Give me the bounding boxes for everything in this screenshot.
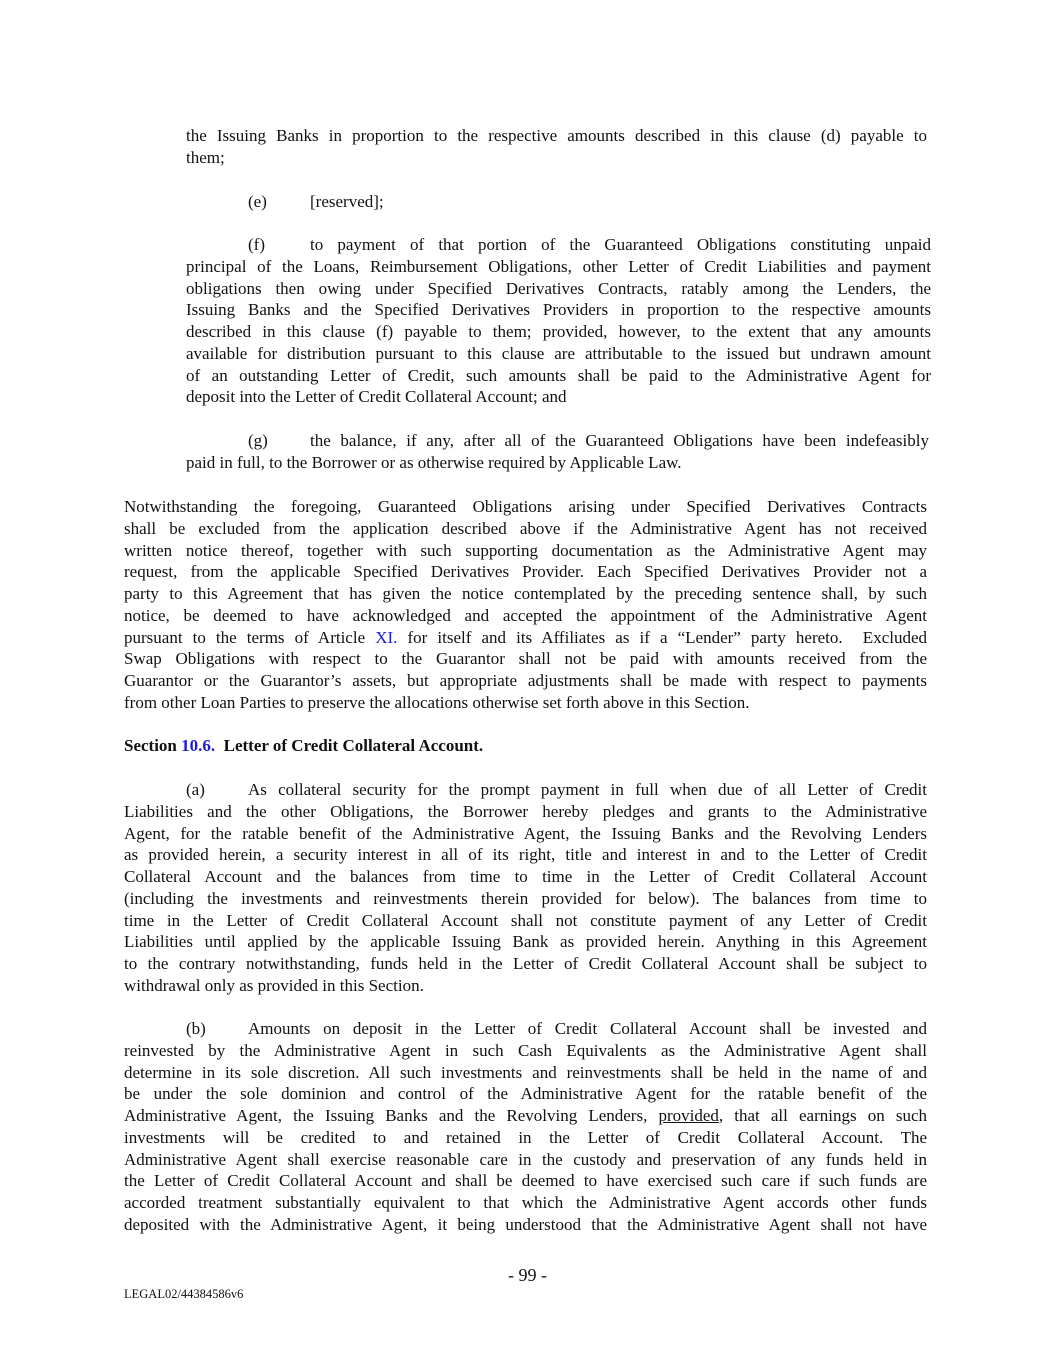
line-text: shall be excluded from the application described above if the Administrative Agent has not received [124, 518, 927, 538]
text-line [186, 234, 931, 256]
paragraph-notwithstanding [124, 496, 927, 714]
line-text: deposited with the Administrative Agent, it being understood that the Administrative Agent shall not have [124, 1214, 927, 1234]
text-line [124, 975, 927, 997]
text-line [124, 1062, 927, 1084]
line-text: party to this Agreement that has given the notice contemplated by the preceding sentence shall, by such [124, 584, 927, 603]
text-segment: for itself and its Affiliates as if a “Lender” party hereto. Excluded [397, 627, 928, 647]
line-text: the Issuing Banks in proportion to the respective amounts described in this clause (d) payable to [186, 126, 927, 145]
text-line [124, 1018, 927, 1040]
text-line [124, 823, 927, 845]
text-line [124, 648, 927, 670]
line-text: Collateral Account and the balances from time to time in the Letter of Credit Collateral Account [124, 867, 927, 886]
text-line [124, 844, 927, 866]
line-text: Notwithstanding the foregoing, Guaranteed Obligations arising under Specified Derivatives Contracts [124, 497, 927, 516]
cross-reference-link[interactable]: XI. [375, 627, 398, 647]
line-text: investments will be credited to and retained in the Letter of Credit Collateral Account. The [124, 1127, 927, 1147]
text-line [124, 1214, 927, 1236]
text-line [186, 299, 931, 321]
text-line [124, 1170, 927, 1192]
clause-label: (g) [248, 431, 268, 450]
line-text: as provided herein, a security interest in all of its right, title and interest in and to the Letter of Credit [124, 845, 927, 865]
line-text: available for distribution pursuant to this clause are attributable to the issued but undrawn amount [186, 343, 931, 363]
underlined-term: provided [658, 1106, 719, 1125]
section-title: Letter of Credit Collateral Account. [215, 736, 484, 755]
text-line [124, 931, 927, 953]
document-id-footer: LEGAL02/44384586v6 [124, 1287, 244, 1301]
text-line [124, 910, 927, 932]
text-line [124, 670, 927, 692]
clause-label: (f) [248, 235, 265, 254]
text-line [186, 256, 931, 278]
line-text: withdrawal only as provided in this Section. [124, 975, 424, 995]
text-line [124, 561, 927, 583]
section-number-link[interactable]: 10.6. [181, 736, 216, 755]
line-text: (including the investments and reinvestments therein provided for below). The balances from time to [124, 888, 927, 908]
text-segment: Administrative Agent, the Issuing Banks and the Revolving Lenders, [124, 1106, 659, 1125]
text-line [124, 605, 927, 627]
line-text: Liabilities and the other Obligations, the Borrower hereby pledges and grants to the Administrative [124, 801, 927, 821]
paragraph-clause-g [186, 430, 929, 474]
text-line [186, 191, 927, 213]
text-line [124, 1040, 927, 1062]
text-line [124, 1149, 927, 1171]
paragraph-section-10-6-a [124, 779, 927, 997]
line-text: to payment of that portion of the Guaranteed Obligations constituting unpaid [310, 235, 931, 254]
text-line [186, 125, 927, 147]
text-line [124, 953, 927, 975]
text-line [124, 1083, 927, 1105]
line-text: Liabilities until applied by the applicable Issuing Bank as provided herein. Anything in this Agreement [124, 932, 927, 952]
text-line [124, 1127, 927, 1149]
text-line [124, 779, 927, 801]
text-line [124, 1192, 927, 1214]
line-text: be under the sole dominion and control of the Administrative Agent for the ratable benefit of the [124, 1084, 927, 1104]
line-text: of an outstanding Letter of Credit, such amounts shall be paid to the Administrative Agent for [186, 365, 931, 385]
text-line [124, 518, 927, 540]
line-text: written notice thereof, together with such supporting documentation as the Administrative Agent may [124, 540, 927, 560]
text-line [186, 343, 931, 365]
line-text: paid in full, to the Borrower or as otherwise required by Applicable Law. [186, 452, 682, 472]
line-text: principal of the Loans, Reimbursement Obligations, other Letter of Credit Liabilities and payment [186, 256, 931, 276]
text-line [124, 1105, 927, 1127]
line-text: Administrative Agent shall exercise reasonable care in the custody and preservation of any funds held in [124, 1149, 927, 1169]
text-line [186, 278, 931, 300]
line-text: described in this clause (f) payable to them; provided, however, to the extent that any amounts [186, 322, 931, 341]
line-text: obligations then owing under Specified Derivatives Contracts, ratably among the Lenders, the [186, 278, 931, 298]
text-line [124, 866, 927, 888]
text-segment: , that all earnings on such [718, 1106, 927, 1125]
text-line [124, 692, 927, 714]
line-text: to the contrary notwithstanding, funds held in the Letter of Credit Collateral Account shall be subject to [124, 954, 927, 973]
text-line [124, 583, 927, 605]
line-text: As collateral security for the prompt payment in full when due of all Letter of Credit [248, 780, 927, 799]
line-text: Swap Obligations with respect to the Guarantor shall not be paid with amounts received from the [124, 649, 927, 669]
clause-label: (a) [186, 780, 205, 799]
line-text: accorded treatment substantially equivalent to that which the Administrative Agent accords other funds [124, 1193, 927, 1212]
text-line [186, 452, 929, 474]
line-text: request, from the applicable Specified Derivatives Provider. Each Specified Derivatives Provider not a [124, 562, 927, 582]
line-text: notice, be deemed to have acknowledged and accepted the appointment of the Administrative Agent [124, 605, 927, 625]
text-line [124, 496, 927, 518]
text-segment: pursuant to the terms of Article [124, 627, 376, 647]
line-text: [reserved]; [310, 192, 384, 211]
text-line [186, 386, 931, 408]
line-text: Guarantor or the Guarantor’s assets, but appropriate adjustments shall be made with respect to payments [124, 671, 927, 690]
paragraph-clause-d-cont [186, 125, 927, 169]
heading-prefix: Section [124, 736, 182, 755]
text-line [186, 147, 927, 169]
text-line [124, 627, 927, 649]
page-number: - 99 - [508, 1265, 547, 1285]
clause-label: (e) [248, 192, 267, 211]
text-line [124, 540, 927, 562]
line-text: Issuing Banks and the Specified Derivatives Providers in proportion to the respective amounts [186, 300, 931, 320]
line-text: the Letter of Credit Collateral Account and shall be deemed to have exercised such care if such funds are [124, 1171, 927, 1191]
clause-label: (b) [186, 1019, 206, 1038]
text-line [186, 365, 931, 387]
line-text: deposit into the Letter of Credit Collateral Account; and [186, 387, 567, 407]
text-line [186, 430, 929, 452]
line-text: Amounts on deposit in the Letter of Credit Collateral Account shall be invested and [248, 1019, 927, 1038]
line-text: determine in its sole discretion. All such investments and reinvestments shall be held in the name of and [124, 1062, 927, 1082]
line-text: time in the Letter of Credit Collateral Account shall not constitute payment of any Letter of Credit [124, 910, 927, 930]
paragraph-clause-f [186, 234, 931, 408]
text-line [186, 321, 931, 343]
line-text: from other Loan Parties to preserve the allocations otherwise set forth above in this Section. [124, 692, 750, 712]
section-heading [124, 735, 483, 757]
line-text: them; [186, 147, 225, 167]
line-text: Agent, for the ratable benefit of the Administrative Agent, the Issuing Banks and the Revolving Lenders [124, 823, 927, 843]
text-line [124, 888, 927, 910]
text-line [124, 801, 927, 823]
paragraph-section-10-6-b [124, 1018, 927, 1236]
line-text: reinvested by the Administrative Agent in such Cash Equivalents as the Administrative Agent shall [124, 1040, 927, 1060]
line-text: the balance, if any, after all of the Guaranteed Obligations have been indefeasibly [310, 431, 929, 450]
paragraph-clause-e [186, 191, 927, 213]
